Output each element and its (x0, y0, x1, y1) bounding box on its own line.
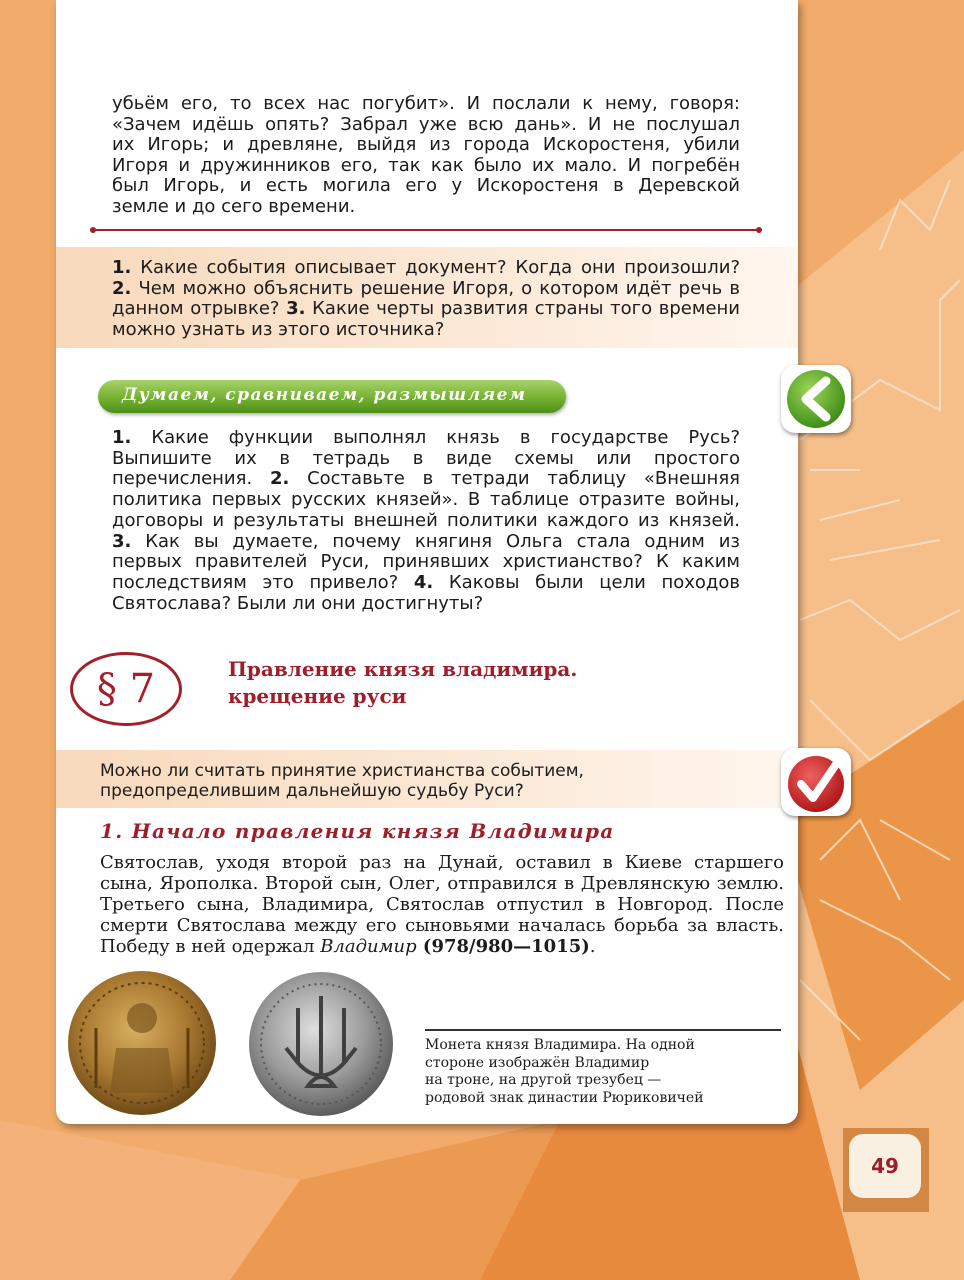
body-dates: (978/980—1015) (416, 936, 590, 957)
source-end-divider (93, 229, 761, 231)
paragraph-number: § 7 (96, 666, 156, 712)
body-italic-name: Владимир (320, 936, 417, 957)
divider-dot-right (756, 227, 762, 233)
check-badge[interactable] (781, 748, 851, 816)
question-number: 4. (413, 571, 434, 593)
back-arrow-icon (781, 365, 851, 433)
question-number: 1. (112, 257, 132, 278)
think-section-label-text: Думаем, сравниваем, размышляем (122, 385, 527, 405)
question-number: 2. (269, 468, 290, 490)
doc-questions (112, 258, 740, 340)
page-number: 49 (849, 1134, 921, 1198)
body-text-end: . (589, 936, 596, 957)
think-questions (112, 428, 740, 614)
paragraph-title (228, 656, 577, 710)
divider-dot-left (90, 227, 96, 233)
question-text: Какие функции выполнял князь в государстве Русь? Выпишите их в тетрадь в виде схемы или простого перечисления. (112, 427, 740, 490)
question-text: Как вы думаете, почему княгиня Ольга стала одним из первых правителей Руси, принявших христианство? К каким последствиям это привело? (112, 530, 740, 593)
question-number: 2. (112, 277, 132, 299)
caption-rule (425, 1029, 781, 1031)
gold-coin-image (66, 968, 218, 1118)
paragraph-title-line: Правление князя владимира. (228, 657, 578, 681)
silver-coin-image (246, 968, 396, 1118)
problem-question: Можно ли считать принятие христианства событием, предопределившим дальнейшую судьбу Руси? (100, 761, 584, 801)
question-text: Составьте в тетради таблицу «Внешняя политика первых русских князей». В таблице отразите войны, договоры и результаты внешней политики каждого из князей. (112, 468, 740, 531)
question-text: Каковы были цели походов Святослава? Были ли они достигнуты? (112, 571, 740, 614)
paragraph-number-oval (70, 652, 182, 726)
question-text: Какие черты развития страны того времени можно узнать из этого источника? (112, 298, 740, 340)
caption-line: родовой знак династии Рюриковичей (425, 1089, 704, 1106)
subsection-heading: 1. Начало правления князя Владимира (100, 819, 615, 843)
source-excerpt-line: был Игорь, и есть могила его у Искоростеня в Деревской (112, 175, 740, 196)
question-number: 3. (112, 530, 132, 552)
caption-line: на троне, на другой трезубец — (425, 1072, 662, 1088)
coin-caption (425, 1037, 775, 1107)
source-excerpt-line: Игоря и дружинников его, так как было их мало. И погребён (112, 154, 740, 176)
source-excerpt-line: их Игорь; и древляне, выйдя из города Искоростеня, убили (112, 134, 740, 155)
caption-line: Монета князя Владимира. На одной (425, 1037, 695, 1053)
question-text: Какие события описывает документ? Когда они произошли? (131, 257, 740, 278)
question-number: 3. (286, 298, 306, 319)
caption-line: стороне изображён Владимир (425, 1054, 650, 1071)
body-text: Святослав, уходя второй раз на Дунай, оставил в Киеве старшего сына, Ярополка. Второй сын, Олег, отправился в Древлянскую землю. Третьего сына, Владимира, Святослав отпустил в Новгород. После смерти Святослава между его сыновьями началась борьба за власть. Победу в ней одержал (100, 852, 784, 957)
checkmark-icon (781, 748, 851, 816)
paragraph-title-line: крещение руси (228, 684, 407, 708)
think-section-label (98, 380, 566, 413)
source-excerpt-line: «Зачем идёшь опять? Забрал уже всю дань». И не послушал (112, 113, 740, 135)
back-arrow-badge[interactable] (781, 365, 851, 433)
question-text: Чем можно объяснить решение Игоря, о котором идёт речь в данном отрывке? (112, 277, 740, 319)
subsection-body (100, 852, 784, 957)
source-excerpt-line: убьём его, то всех нас погубит». И послали к нему, говоря: (112, 93, 740, 114)
source-excerpt-line: земле и до сего времени. (112, 195, 356, 217)
question-number: 1. (112, 427, 132, 448)
